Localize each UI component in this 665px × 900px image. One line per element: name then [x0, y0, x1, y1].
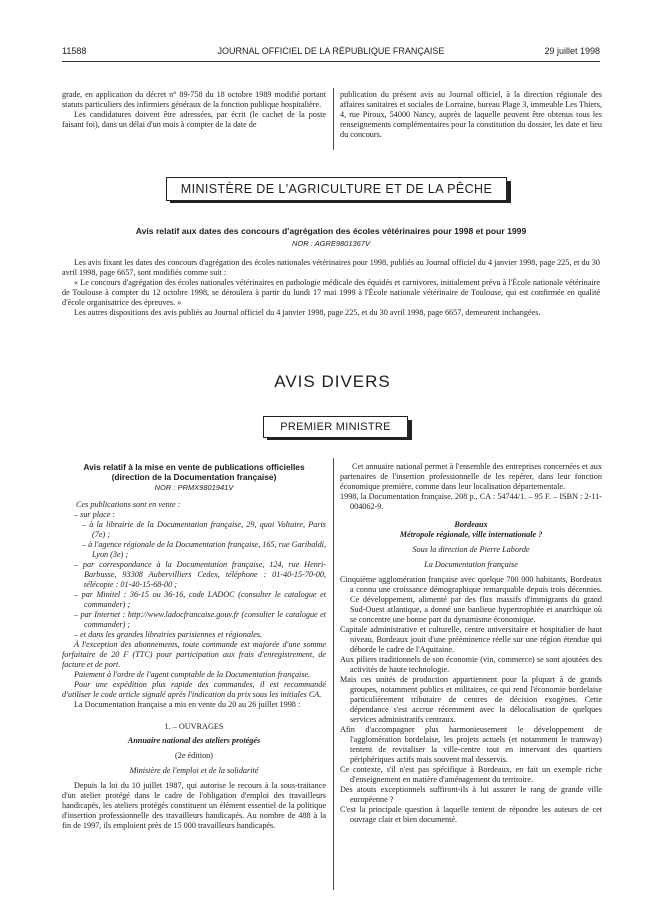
top-right-column [340, 90, 602, 140]
paragraph: grade, en application du décret n° 89-758 du 18 octobre 1989 modifié portant statuts particuliers des infirmiers généraux de la fonction publique hospitalière. [62, 90, 326, 109]
book-ministry: Ministère de l'emploi et de la solidarité [129, 766, 259, 775]
book-author: Sous la direction de Pierre Laborde [412, 545, 530, 554]
book-edition: (2e édition) [175, 751, 213, 760]
paragraph: Afin d'accompagner plus harmonieusement le développement de l'agglomération bordelaise, les projets actuels (et notamment le tramway) tentent de revitaliser la ville-centre tout en innervant des quartiers périphériques actifs mais souvent mal desservis. [340, 725, 602, 764]
ministry-heading: MINISTÈRE DE L'AGRICULTURE ET DE LA PÊCHE [166, 177, 507, 201]
paragraph: Des atouts exceptionnels suffiront-ils à lui assurer le rang de grande ville européenne ? [340, 785, 602, 804]
paragraph: « Le concours d'agrégation des écoles nationales vétérinaires en pathologie médicale des équidés et carnivores, initialement prévu à l'École nationale vétérinaire de Toulouse à compter du 12 octobre 1998, se déroulera à partir du lundi 17 mai 1999 à l'École nationale vétérinaire de Toulouse, qui est confirmée en qualité d'école organisatrice des épreuves. » [62, 278, 600, 307]
paragraph: Cet annuaire national permet à l'ensemble des entreprises concernées et aux partenaires de l'insertion professionnelle de les repérer, dans leur fonction économique première, comme dans leur localisation départementale. [340, 462, 602, 491]
paragraph: La Documentation française a mis en vente du 20 au 26 juillet 1998 : [74, 700, 301, 709]
journal-title: JOURNAL OFFICIEL DE LA RÉPUBLIQUE FRANÇAISE [217, 46, 445, 56]
top-left-column [62, 90, 326, 130]
nor-reference: NOR : AGRE9801367V [291, 239, 371, 248]
paragraph: Depuis la loi du 10 juillet 1987, qui autorise le recours à la sous-traitance d'un atelier protégé dans le cadre de l'obligation d'emploi des travailleurs handicapés, les ateliers protégés constituent un élément essentiel de la politique d'insertion professionnelle des travailleurs handicapés. Au nombre de 488 à la fin de 1997, ils emploient près de 15 000 travailleurs handicapés. [62, 781, 326, 830]
section-heading: 1. – OUVRAGES [164, 722, 224, 731]
book-publisher: La Documentation française [424, 560, 518, 569]
page-number: 11588 [62, 46, 87, 56]
list-item: – à la librairie de la Documentation française, 29, quai Voltaire, Paris (7e) ; [82, 520, 326, 539]
paragraph: Les avis fixant les dates des concours d'agrégation des écoles nationales vétérinaires pour 1998, publiés au Journal officiel du 4 janvier 1998, page 225, et du 30 avril 1998, page 6657, sont modifiés comme suit : [62, 258, 600, 277]
paragraph: publication du présent avis au Journal officiel, à la direction régionale des affaires sanitaires et sociales de Lorraine, bureau Plage 3, immeuble Les Thiers, 4, rue Piroux, 54000 Nancy, auprès de laquelle peuvent être obtenus tous les renseignements complémentaires pour la constitution du dossier, les date et lieu du concours. [340, 90, 602, 139]
list-item: – sur place : [74, 510, 116, 519]
paragraph: Ce contexte, s'il n'est pas spécifique à Bordeaux, en fait un exemple riche d'enseignement en matière d'aménagement du territoire. [340, 765, 602, 784]
paragraph: Aux piliers traditionnels de son économie (vin, commerce) se sont ajoutées des activités de haute technologie. [340, 655, 602, 674]
paragraph: Les candidatures doivent être adressées, par écrit (le cachet de la poste faisant foi), dans un délai d'un mois à compter de la date de [62, 110, 326, 129]
paragraph: C'est la principale question à laquelle tentent de répondre les auteurs de cet ouvrage clair et bien documenté. [340, 805, 602, 824]
header-rule [62, 61, 600, 62]
page-header [62, 46, 600, 58]
left-column [62, 462, 326, 831]
list-item: – par Internet : http://www.ladocfrancaise.gouv.fr (consulter le catalogue et commander) ; [74, 610, 326, 629]
avis-title: Avis relatif aux dates des concours d'agrégation des écoles vétérinaires pour 1998 et pour 1999 [135, 226, 527, 236]
nor-reference: NOR : PRMX9801941V [154, 483, 234, 492]
intro-text: Ces publications sont en vente : [76, 500, 181, 509]
section-title: AVIS DIVERS [274, 372, 391, 391]
book-title: Annuaire national des ateliers protégés [127, 736, 261, 745]
ministry-body [62, 258, 600, 318]
list-item: – à l'agence régionale de la Documentation française, 165, rue Garibaldi, Lyon (3e) ; [82, 540, 326, 559]
list-item: – par Minitel : 36-15 ou 36-16, code LADOC (consulter le catalogue et commander) ; [74, 590, 326, 609]
paragraph: Les autres dispositions des avis publiés au Journal officiel du 4 janvier 1998, page 225, et du 30 avril 1998, page 6657, demeurent inchangées. [74, 308, 541, 317]
right-column [340, 462, 602, 825]
paragraph: Pour une expédition plus rapide des commandes, il est recommandé d'utiliser le code article signalé après l'indication du prix sous les initiales CA. [62, 680, 326, 699]
list-item: – par correspondance à la Documentation française, 124, rue Henri-Barbusse, 93308 Aubervilliers Cedex, téléphone : 01-40-15-70-00, télécopie : 01-40-15-68-00 ; [74, 560, 326, 589]
column-divider [333, 88, 334, 150]
column-divider [333, 458, 334, 890]
issue-date: 29 juillet 1998 [544, 46, 600, 56]
book-title: Bordeaux [454, 520, 488, 529]
publication-subtitle: (direction de la Documentation française) [111, 472, 277, 482]
paragraph: Paiement à l'ordre de l'agent comptable de la Documentation française. [74, 670, 311, 679]
paragraph: Capitale administrative et culturelle, centre universitaire et hospitalier de haut niveau, Bordeaux jouit d'une prééminence réelle sur une région étendue qui déborde le cadre de l'Aquitaine. [340, 625, 602, 654]
paragraph: À l'exception des abonnements, toute commande est majorée d'une somme forfaitaire de 20 F (TTC) pour participation aux frais d'enregistrement, de facture et de port. [62, 640, 326, 669]
book-reference: 1998, la Documentation française, 208 p., CA : 54744/1. – 95 F. – ISBN : 2-11-004062-9. [340, 492, 602, 511]
paragraph: Cinquième agglomération française avec quelque 700 000 habitants, Bordeaux a connu une croissance démographique remarquable depuis trois décennies. Ce développement, alimenté par des flux massifs d'immigrants du grand Sud-Ouest atlantique, a donné une banlieue hypertrophiée et anarchique où se concentre une bonne part du dynamisme économique. [340, 575, 602, 624]
list-item: – et dans les grandes librairies parisiennes et régionales. [74, 630, 263, 639]
ministry-heading: PREMIER MINISTRE [263, 416, 408, 438]
paragraph: Mais ces unités de production appartiennent pour la plupart à de grands groupes, notamment publics et militaires, ce qui rend l'économie bordelaise particulièrement tributaire de centres de décision exogènes. Cette dépendance s'est accrue récemment avec la délocalisation de quelques services administratifs centraux. [340, 675, 602, 724]
publication-title: Avis relatif à la mise en vente de publications officielles [83, 462, 305, 472]
book-subtitle: Métropole régionale, ville internationale ? [399, 530, 543, 539]
